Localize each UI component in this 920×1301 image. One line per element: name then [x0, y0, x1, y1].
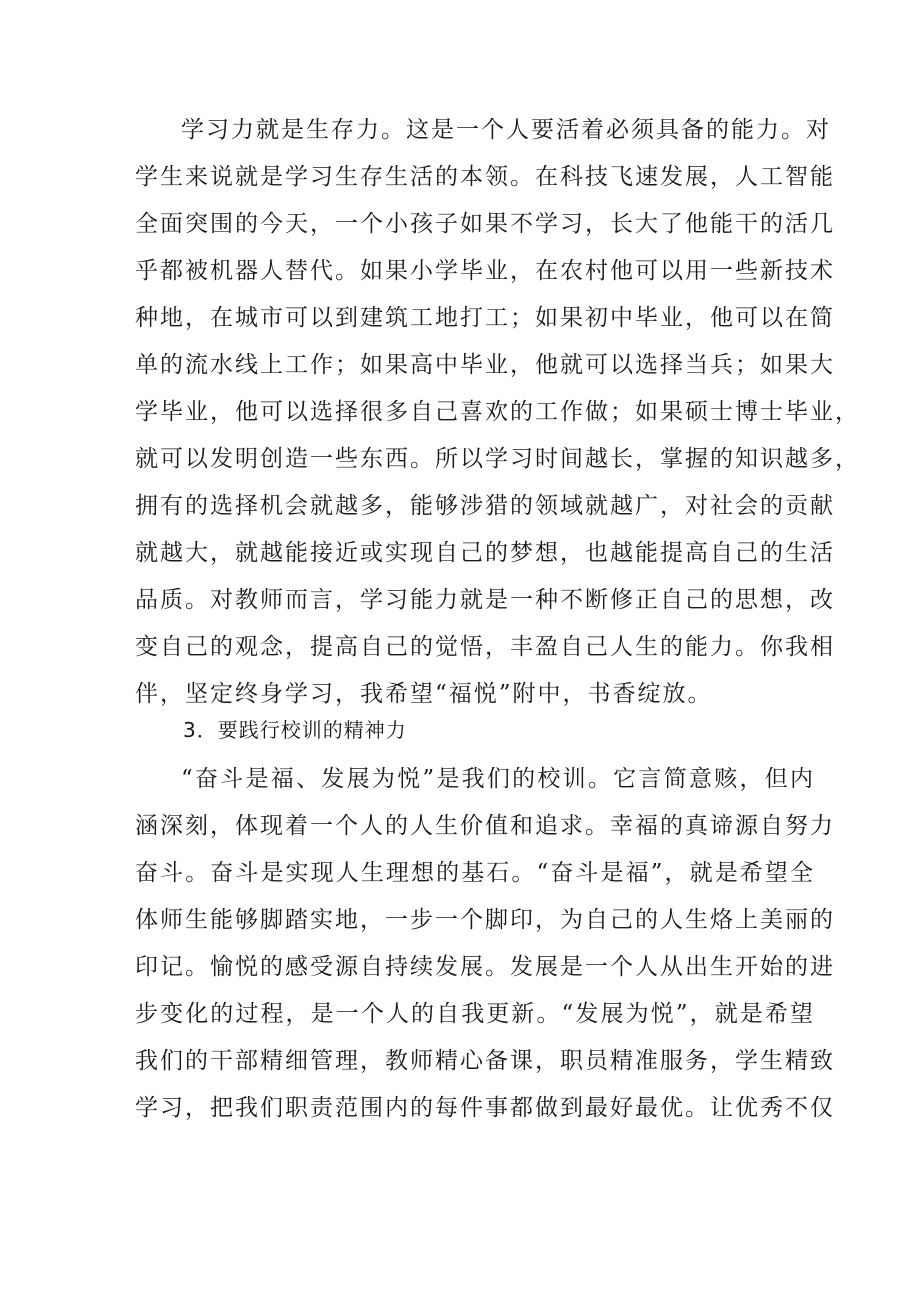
- paragraph-line: 伴，坚定终身学习，我希望“福悦”附中，书香绽放。: [135, 681, 713, 707]
- paragraph-line: 就可以发明创造一些东西。所以学习时间越长，掌握的知识越多，: [135, 446, 860, 472]
- paragraph-line: 乎都被机器人替代。如果小学毕业，在农村他可以用一些新技术: [135, 258, 835, 284]
- section-heading: 3．要践行校训的精神力: [183, 718, 407, 742]
- paragraph-line: 涵深刻，体现着一个人的人生价值和追求。幸福的真谛源自努力: [135, 813, 835, 839]
- paragraph-line: 学生来说就是学习生存生活的本领。在科技飞速发展，人工智能: [135, 164, 835, 190]
- paragraph-line: 学习，把我们职责范围内的每件事都做到最好最优。让优秀不仅: [135, 1095, 835, 1121]
- paragraph-learning-ability: [135, 107, 860, 718]
- paragraph-line: 印记。愉悦的感受源自持续发展。发展是一个人从出生开始的进: [135, 954, 835, 980]
- paragraph-school-motto: [135, 756, 835, 1132]
- paragraph-line: 就越大，就越能接近或实现自己的梦想，也越能提高自己的生活: [135, 540, 835, 566]
- paragraph-line: 我们的干部精细管理，教师精心备课，职员精准服务，学生精致: [135, 1048, 835, 1074]
- paragraph-line: 单的流水线上工作；如果高中毕业，他就可以选择当兵；如果大: [135, 352, 835, 378]
- paragraph-line: 学习力就是生存力。这是一个人要活着必须具备的能力。对: [181, 117, 831, 143]
- paragraph-line: 拥有的选择机会就越多，能够涉猎的领域就越广，对社会的贡献: [135, 493, 835, 519]
- paragraph-line: 奋斗。奋斗是实现人生理想的基石。“奋斗是福”，就是希望全: [135, 860, 815, 886]
- paragraph-line: 步变化的过程，是一个人的自我更新。“发展为悦”，就是希望: [135, 1001, 815, 1027]
- paragraph-line: 学毕业，他可以选择很多自己喜欢的工作做；如果硕士博士毕业，: [135, 399, 860, 425]
- paragraph-line: 体师生能够脚踏实地，一步一个脚印，为自己的人生烙上美丽的: [135, 907, 835, 933]
- paragraph-line: 变自己的观念，提高自己的觉悟，丰盈自己人生的能力。你我相: [135, 634, 835, 660]
- paragraph-line: 品质。对教师而言，学习能力就是一种不断修正自己的思想，改: [135, 587, 835, 613]
- paragraph-line: “奋斗是福、发展为悦”是我们的校训。它言简意赅，但内: [181, 766, 815, 792]
- paragraph-line: 全面突围的今天，一个小孩子如果不学习，长大了他能干的活几: [135, 211, 835, 237]
- paragraph-line: 种地，在城市可以到建筑工地打工；如果初中毕业，他可以在简: [135, 305, 835, 331]
